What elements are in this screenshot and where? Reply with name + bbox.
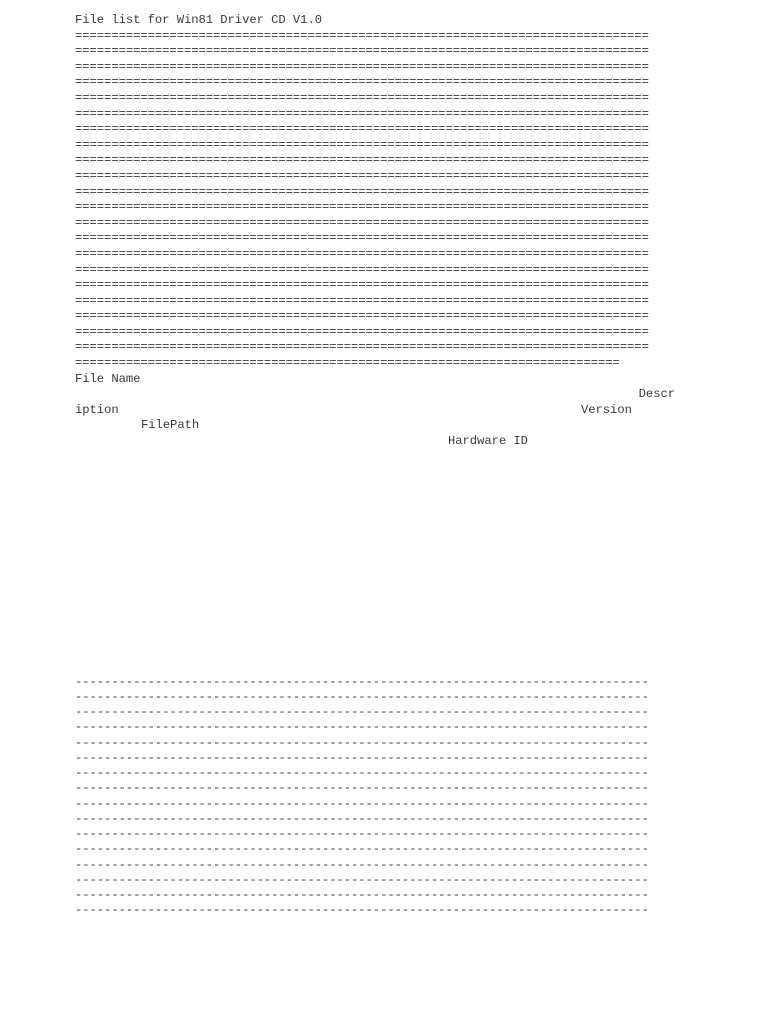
equals-separator-row: =============================================================================== (75, 324, 649, 339)
dash-separator-block (75, 675, 675, 919)
header-iption: iption (75, 402, 119, 417)
equals-separator-row-last: =========================================================================== (75, 356, 620, 371)
document-page (75, 13, 675, 919)
equals-separator-row: =============================================================================== (75, 293, 649, 308)
column-header-block (75, 372, 675, 450)
header-iption-version-row (75, 403, 675, 419)
equals-separator-row: =============================================================================== (75, 309, 649, 324)
equals-separator-row: =============================================================================== (75, 215, 649, 230)
dash-separator-row: ------------------------------------------------------------------------------- (75, 827, 649, 842)
equals-separator-block (75, 29, 675, 372)
document-title: File list for Win81 Driver CD V1.0 (75, 13, 322, 27)
header-version: Version (581, 402, 632, 417)
dash-separator-row: ------------------------------------------------------------------------------- (75, 888, 649, 903)
equals-separator-row: =============================================================================== (75, 340, 649, 355)
equals-separator-row: =============================================================================== (75, 262, 649, 277)
header-hardware-id: Hardware ID (448, 434, 528, 449)
dash-separator-row: ------------------------------------------------------------------------------- (75, 674, 649, 689)
dash-separator-row: ------------------------------------------------------------------------------- (75, 857, 649, 872)
equals-separator-row: =============================================================================== (75, 278, 649, 293)
equals-separator-row: =============================================================================== (75, 137, 649, 152)
header-filepath: FilePath (141, 418, 200, 433)
dash-separator-row: ------------------------------------------------------------------------------- (75, 796, 649, 811)
equals-separator-row: =============================================================================== (75, 184, 649, 199)
dash-separator-row: ------------------------------------------------------------------------------- (75, 689, 649, 704)
dash-separator-row: ------------------------------------------------------------------------------- (75, 750, 649, 765)
dash-separator-row: ------------------------------------------------------------------------------- (75, 766, 649, 781)
dash-separator-row: ------------------------------------------------------------------------------- (75, 720, 649, 735)
equals-separator-row: =============================================================================== (75, 44, 649, 59)
equals-separator-row: =============================================================================== (75, 59, 649, 74)
dash-separator-row: ------------------------------------------------------------------------------- (75, 903, 649, 918)
equals-separator-row: =============================================================================== (75, 90, 649, 105)
equals-separator-row: =============================================================================== (75, 122, 649, 137)
dash-separator-row: ------------------------------------------------------------------------------- (75, 781, 649, 796)
equals-separator-row: =============================================================================== (75, 153, 649, 168)
equals-separator-row: =============================================================================== (75, 246, 649, 261)
header-descr: Descr (638, 387, 675, 402)
header-file-name: File Name (75, 371, 141, 386)
equals-separator-row: =============================================================================== (75, 106, 649, 121)
equals-separator-row: =============================================================================== (75, 200, 649, 215)
dash-separator-row: ------------------------------------------------------------------------------- (75, 735, 649, 750)
equals-separator-row: =============================================================================== (75, 28, 649, 43)
equals-separator-row: =============================================================================== (75, 231, 649, 246)
dash-separator-row: ------------------------------------------------------------------------------- (75, 872, 649, 887)
dash-separator-row: ------------------------------------------------------------------------------- (75, 842, 649, 857)
blank-area (75, 450, 675, 675)
dash-separator-row: ------------------------------------------------------------------------------- (75, 811, 649, 826)
dash-separator-row: ------------------------------------------------------------------------------- (75, 705, 649, 720)
equals-separator-row: =============================================================================== (75, 75, 649, 90)
equals-separator-row: =============================================================================== (75, 168, 649, 183)
